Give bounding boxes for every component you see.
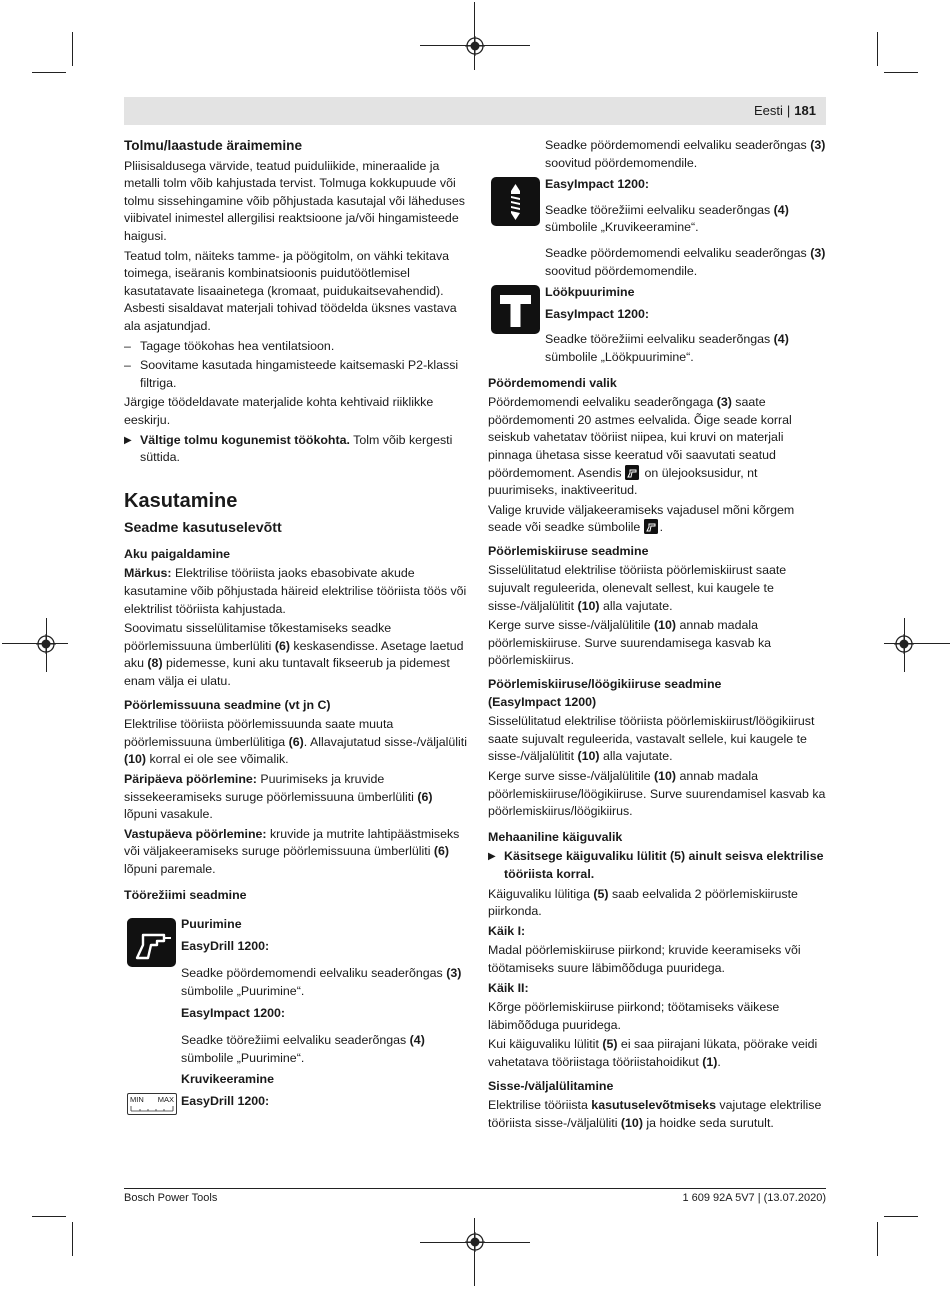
chapter-title: Kasutamine xyxy=(124,489,238,512)
footer-brand: Bosch Power Tools xyxy=(124,1192,218,1204)
gear-label: Käik I: xyxy=(488,923,526,938)
paragraph: Seadke pöördemomendi eelvaliku seaderõngas (3) soovitud pöördemomendile. xyxy=(545,245,826,278)
registration-mark-icon xyxy=(893,633,915,655)
paragraph: Seadke töörežiimi eelvaliku seaderõngas (4) sümbolile „Puurimine“. xyxy=(181,1033,425,1065)
paragraph: Vastupäeva pöörlemine: kruvide ja mutrite lahtipäästmiseks või väljakeeramiseks suruge pöörlemissuuna ümberlüliti (6) lõpuni paremale. xyxy=(124,826,460,876)
header-section: Eesti xyxy=(754,103,783,118)
crop-mark xyxy=(884,72,918,73)
mode-drill xyxy=(124,916,469,1067)
mode-impact xyxy=(488,284,826,366)
paragraph: Elektrilise tööriista kasutuselevõtmiseks vajutage elektrilise tööriista sisse-/väljalüliti (10) ja hoidke seda surutult. xyxy=(488,1098,822,1130)
list-item: – Tagage töökohas hea ventilatsioon. xyxy=(124,338,469,356)
footer-rule xyxy=(124,1188,826,1189)
crop-mark xyxy=(877,1222,878,1256)
page-number: 181 xyxy=(794,103,816,118)
crop-mark xyxy=(32,1216,66,1217)
subsection-title: Pöörlemiskiiruse/löögikiiruse seadmine (EasyImpact 1200) xyxy=(488,677,722,709)
footer-doc-number: 1 609 92A 5V7 | (13.07.2020) xyxy=(682,1192,826,1204)
paragraph: Sisselülitatud elektrilise tööriista pöörlemiskiirust saate sujuvalt reguleerida, olenevalt sellest, kui kaugele te sisse-/väljalülitit (10) alla vajutate. xyxy=(488,563,787,613)
paragraph: Pöördemomendi eelvaliku seaderõngaga (3) saate pöördemomenti 20 astmes eelvalida. Õige seade korral seiskub vahetatav tööriist niipea, kui kruvi on materjali pinnaga ühetasa sisse keeratud või saavutati seatud pöördemoment. Asendis on ülejooksusidur, nt puurimiseks, inaktiveeritud. xyxy=(488,395,792,498)
paragraph: Kõrge pöörlemiskiiruse piirkond; töötamiseks väikese läbimõõduga puuridega. xyxy=(488,1000,780,1032)
section-title: Seadme kasutuselevõtt xyxy=(124,520,282,537)
left-column xyxy=(124,137,469,1115)
crop-mark xyxy=(877,32,878,66)
model-label: EasyDrill 1200: xyxy=(181,938,270,953)
paragraph: Seadke pöördemomendi eelvaliku seaderõngas (3) soovitud pöördemomendile. xyxy=(545,138,826,170)
mode-screw-continued xyxy=(488,137,826,280)
crop-mark xyxy=(72,1222,73,1256)
hammer-drill-mode-icon xyxy=(491,285,540,334)
warning-arrow-icon: ▶ xyxy=(488,851,496,863)
model-label: EasyImpact 1200: xyxy=(545,177,650,192)
paragraph: Järgige töödeldavate materjalide kohta kehtivaid riiklikke eeskirju. xyxy=(124,395,434,427)
paragraph: Kui käiguvaliku lülitit (5) ei saa piirajani lükata, pöörake veidi vahetatava tööriistaga tööriistahoidikut (1). xyxy=(488,1037,818,1069)
subsection-title: Pöörlemiskiiruse seadmine xyxy=(488,543,649,558)
paragraph: Madal pöörlemiskiiruse piirkond; kruvide keeramiseks või töötamiseks suure läbimõõduga puuridega. xyxy=(488,943,801,975)
section-title: Tolmu/laastude äraimemine xyxy=(124,138,303,153)
mode-screw xyxy=(124,1071,469,1110)
warning-arrow-icon: ▶ xyxy=(124,434,132,446)
screwdriving-mode-icon xyxy=(491,177,540,226)
warning-item: ▶ Vältige tolmu kogunemist töökohta. Tolm võib kergesti süttida. xyxy=(124,432,453,465)
registration-mark-icon xyxy=(35,633,57,655)
list-item: – Soovitame kasutada hingamisteede kaitsemaski P2-klassi filtriga. xyxy=(124,358,459,390)
subsection-title: Pöörlemissuuna seadmine (vt jn C) xyxy=(124,697,331,712)
paragraph: Seadke töörežiimi eelvaliku seaderõngas (4) sümbolile „Löökpuurimine“. xyxy=(545,332,789,364)
paragraph: Valige kruvide väljakeeramiseks vajadusel mõni kõrgem seade või seadke sümbolile . xyxy=(488,502,795,535)
drill-position-icon xyxy=(644,519,658,534)
paragraph: Märkus: Elektrilise tööriista jaoks ebasobivate akude kasutamine võib põhjustada häireid elektrilise tööriista töös või elektrilist tööriista kahjustada. xyxy=(124,566,467,616)
paragraph: Pliisisaldusega värvide, teatud puiduliikide, mineraalide ja metalli tolm võib kahjustada tervist. Tolmuga kokkupuude või tolmu sissehingamine võib põhjustada kasutajal või läheduses viibivatel inimestel allergilisi reaktsioone ja/või hingamisteede haigusi. xyxy=(124,158,465,243)
paragraph: Sisselülitatud elektrilise tööriista pöörlemiskiirust/löögikiirust saate sujuvalt reguleerida, vastavalt sellele, kui kaugele te sisse-/väljalülitit (10) alla vajutate. xyxy=(488,714,815,764)
gear-label: Käik II: xyxy=(488,980,529,995)
subsection-title: Pöördemomendi valik xyxy=(488,375,617,390)
mode-title: Puurimine xyxy=(181,917,242,932)
mode-title: Kruvikeeramine xyxy=(181,1072,274,1087)
mode-title: Löökpuurimine xyxy=(545,285,635,300)
model-label: EasyImpact 1200: xyxy=(545,306,650,321)
right-column xyxy=(488,137,826,1134)
paragraph: Kerge surve sisse-/väljalülitile (10) annab madala pöörlemiskiiruse. Surve suurendamisega kasvab ka pöörlemiskiirus. xyxy=(488,618,772,668)
registration-mark-icon xyxy=(464,35,486,57)
drill-mode-icon xyxy=(127,918,176,967)
crop-mark xyxy=(884,1216,918,1217)
page-header xyxy=(124,97,826,125)
header-text xyxy=(754,103,816,118)
crop-mark xyxy=(32,72,66,73)
dash-mark: – xyxy=(124,338,131,353)
drill-position-icon xyxy=(625,465,639,480)
subsection-title: Töörežiimi seadmine xyxy=(124,887,247,902)
model-label: EasyImpact 1200: xyxy=(181,1005,286,1020)
warning-item: ▶ Käsitsege käiguvaliku lülitit (5) ainult seisva elektrilise tööriista korral. xyxy=(488,849,824,881)
paragraph: Seadke pöördemomendi eelvaliku seaderõngas (3) sümbolile „Puurimine“. xyxy=(181,966,462,998)
subsection-title: Mehaaniline käiguvalik xyxy=(488,829,623,844)
paragraph: Käiguvaliku lülitiga (5) saab eelvalida 2 pöörlemiskiiruste piirkonda. xyxy=(488,886,798,919)
paragraph: Teatud tolm, näiteks tamme- ja pöögitolm, on vähki tekitava toimega, iseäranis kombinatsioonis puidutöötlemisel kasutatavate lisaainetega (kromaat, puidukaitsevahendid). Asbesti sisaldavat materjali tohivad töödelda üksnes vastava ala asjatundjad. xyxy=(124,248,457,333)
subsection-title: Sisse-/väljalülitamine xyxy=(488,1078,614,1093)
registration-mark-icon xyxy=(464,1231,486,1253)
paragraph: Soovimatu sisselülitamise tõkestamiseks seadke pöörlemissuuna ümberlüliti (6) keskasendisse. Asetage laetud aku (8) pidemesse, kuni aku tuntavalt fikseerub ja pidemest enam välja ei ulatu. xyxy=(124,621,464,689)
paragraph: Kerge surve sisse-/väljalülitile (10) annab madala pöörlemiskiiruse/löögikiiruse. Surve suurendamisel kasvab ka pöörlemiskiirus/löögikiirus. xyxy=(488,769,826,819)
subsection-title: Aku paigaldamine xyxy=(124,546,231,561)
header-separator: | xyxy=(786,103,791,118)
dash-mark: – xyxy=(124,358,131,373)
paragraph: Elektrilise tööriista pöörlemissuunda saate muuta pöörlemissuuna ümberlülitiga (6). Allavajutatud sisse-/väljalüliti (10) korral ei ole see võimalik. xyxy=(124,717,467,767)
crop-mark xyxy=(72,32,73,66)
model-label: EasyDrill 1200: xyxy=(181,1093,270,1108)
paragraph: Seadke töörežiimi eelvaliku seaderõngas (4) sümbolile „Kruvikeeramine“. xyxy=(545,202,789,235)
minmax-icon: MIN MAX xyxy=(127,1093,177,1115)
paragraph: Päripäeva pöörlemine: Puurimiseks ja kruvide sissekeeramiseks suruge pöörlemissuuna ümberlüliti (6) lõpuni vasakule. xyxy=(124,772,433,822)
